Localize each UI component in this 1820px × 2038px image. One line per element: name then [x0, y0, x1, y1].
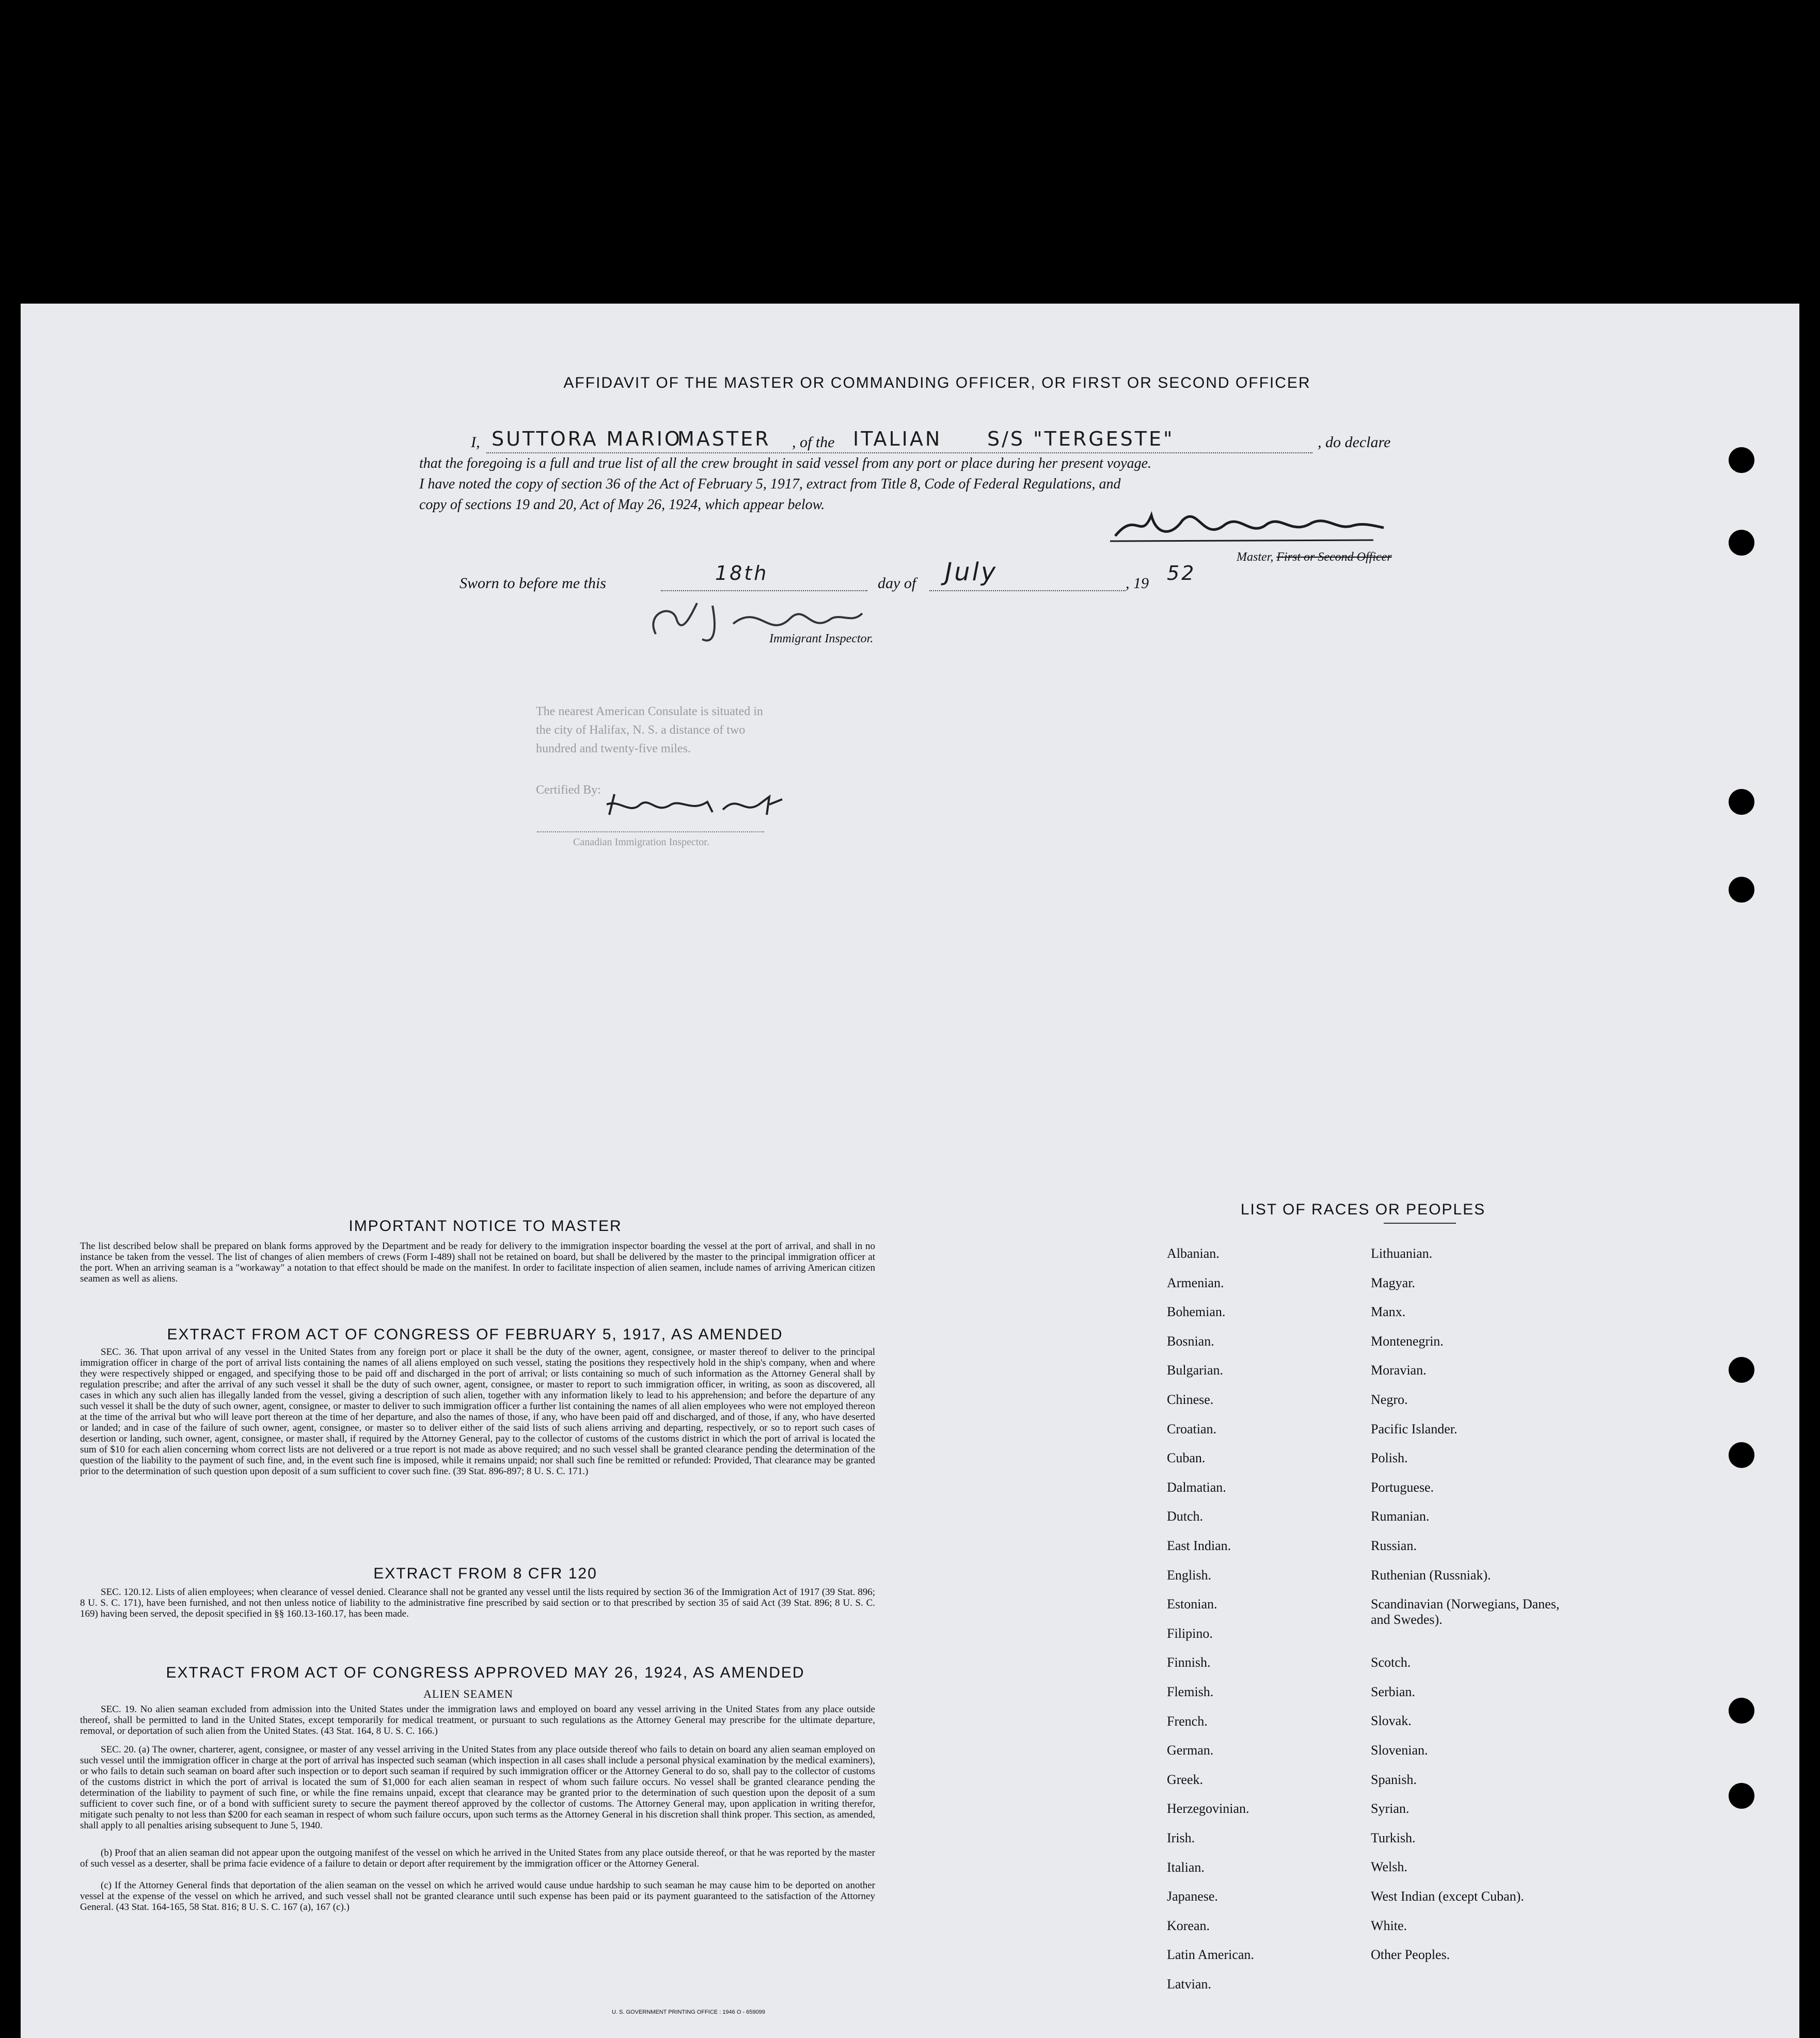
race-item: Albanian.: [1167, 1246, 1220, 1261]
race-item: Scotch.: [1371, 1655, 1411, 1670]
race-item: Korean.: [1167, 1918, 1210, 1933]
race-item: Bohemian.: [1167, 1304, 1226, 1320]
race-item: Latin American.: [1167, 1947, 1254, 1963]
race-item: Serbian.: [1371, 1684, 1415, 1699]
race-item: Chinese.: [1167, 1392, 1214, 1407]
extract-cfr-body: SEC. 120.12. Lists of alien employees; when clearance of vessel denied. Clearance shall not be granted any vessel until the lists required by section 36 of the Immigration Act of 1917 (39 Stat. 896; 8 U. S. C. 171), have been furnished, and not then unless notice of liability to the administrative fine prescribed by said section or to that prescribed by section 35 of said Act (39 Stat. 896; 8 U. S. C. 169) having been served, the deposit specified in §§ 160.13-160.17, has been made.: [80, 1587, 875, 1619]
race-item: Montenegrin.: [1371, 1333, 1444, 1349]
printer-imprint: U. S. GOVERNMENT PRINTING OFFICE : 1946 O - 659099: [612, 2009, 765, 2015]
race-item: Portuguese.: [1371, 1479, 1434, 1495]
race-item: Lithuanian.: [1371, 1246, 1433, 1261]
race-item: Spanish.: [1371, 1772, 1417, 1787]
document-sheet: [21, 304, 1799, 2038]
consulate-text: The nearest American Consulate is situated in the city of Halifax, N. S. a distance of two hundred and twenty-five miles.: [536, 705, 763, 755]
affidavit-line1: [471, 426, 1442, 457]
notice-body: The list described below shall be prepared on blank forms approved by the Department and be ready for delivery to the immigration inspector boarding the vessel at the port of arrival, and shall in no instance be taken from the vessel. The list of changes of alien members of crews (Form I-489) shall not be retained on board, but shall be delivered by the master to the principal immigration officer at the port. When an arriving seaman is a "workaway" a notation to that effect should be made on the manifest. In order to facilitate inspection of alien seamen, include names of arriving American citizen seamen as well as aliens.: [80, 1241, 875, 1284]
punch-hole: [1729, 1357, 1754, 1383]
race-item: Welsh.: [1371, 1859, 1407, 1875]
race-item: White.: [1371, 1918, 1407, 1933]
punch-hole: [1729, 877, 1754, 903]
day-of-text: day of: [878, 575, 916, 592]
race-item: Latvian.: [1167, 1977, 1211, 1992]
race-item: Slovenian.: [1371, 1743, 1428, 1758]
race-item: Syrian.: [1371, 1801, 1410, 1816]
affidavit-line4: copy of sections 19 and 20, Act of May 26, 1924, which appear below.: [419, 497, 825, 513]
extract-1924-sec20b: (b) Proof that an alien seaman did not appear upon the outgoing manifest of the vessel on which he arrived in the United States from any place outside thereof, or that he was reported by the master of such vessel as a deserter, shall be prima facie evidence of a failure to detain or deport after requirement by the immigration officer or the Attorney General.: [80, 1847, 875, 1869]
certified-by-label: Certified By:: [536, 783, 601, 797]
struck-officer-text: First or Second Officer: [1276, 550, 1392, 564]
race-item: French.: [1167, 1713, 1208, 1729]
canadian-inspector-caption: Canadian Immigration Inspector.: [573, 836, 709, 848]
race-item: Bosnian.: [1167, 1333, 1214, 1349]
punch-hole: [1729, 1442, 1754, 1468]
vessel-name: S/S "TERGESTE": [987, 428, 1175, 450]
affidavit-line2: that the foregoing is a full and true list of all the crew brought in said vessel from any port or place during her present voyage.: [419, 455, 1152, 471]
race-item: Croatian.: [1167, 1421, 1217, 1436]
race-item: Ruthenian (Russniak).: [1371, 1567, 1491, 1583]
race-item: Magyar.: [1371, 1275, 1415, 1290]
race-item: East Indian.: [1167, 1538, 1231, 1553]
race-item: Other Peoples.: [1371, 1947, 1450, 1963]
race-item: Pacific Islander.: [1371, 1421, 1458, 1436]
race-item: Dalmatian.: [1167, 1479, 1226, 1495]
race-item: Bulgarian.: [1167, 1363, 1224, 1378]
race-item: Finnish.: [1167, 1655, 1211, 1670]
alien-seamen-subtitle: ALIEN SEAMEN: [423, 1687, 513, 1700]
race-item: Italian.: [1167, 1859, 1205, 1875]
race-item: Negro.: [1371, 1392, 1408, 1407]
punch-hole: [1729, 1783, 1754, 1809]
races-title-rule: [1384, 1223, 1456, 1224]
race-item: Estonian.: [1167, 1597, 1217, 1612]
race-item: Turkish.: [1371, 1830, 1416, 1845]
extract-1924-sec20c: (c) If the Attorney General finds that deportation of the alien seaman on the vessel on which he arrived would cause undue hardship to such seaman he may cause him to be deported on another vessel at the expense of the vessel on which he arrived, and such vessel shall not be granted clearance until such expense has been paid or its payment guaranteed to the satisfaction of the Attorney General. (43 Stat. 164-165, 58 Stat. 816; 8 U. S. C. 167 (a), 167 (c).): [80, 1880, 875, 1913]
of-the-text: , of the: [792, 434, 835, 451]
race-item: Greek.: [1167, 1772, 1204, 1787]
extract-1924-sec19: SEC. 19. No alien seaman excluded from admission into the United States under the immigration laws and employed on board any vessel arriving in the United States from any place outside thereof, shall be permitted to land in the United States, except temporarily for medical treatment, or pursuant to such regulations as the Attorney General may prescribe for the ultimate departure, removal, or deportation of such alien from the United States. (43 Stat. 164, 8 U. S. C. 166.): [80, 1704, 875, 1736]
affidavit-line3: I have noted the copy of section 36 of the Act of February 5, 1917, extract from Title 8, Code of Federal Regulations, and: [419, 476, 1121, 492]
extract-1924-sec20a: SEC. 20. (a) The owner, charterer, agent, consignee, or master of any vessel arriving in the United States from any place outside thereof who fails to detain on board any alien seaman employed on such vessel until the immigration officer in charge at the port of arrival has inspected such seaman (which inspection in all cases shall include a personal physical examination by the medical examiners), or who fails to detain such seaman on board after such inspection or to deport such seaman if required by such immigration officer or the Attorney General to do so, shall pay to the collector of customs of the customs district in which the port of arrival is located the sum of $1,000 for each alien seaman in respect of whom such failure occurs. No vessel shall be granted clearance pending the determination of the liability to payment of such fine, or while the fine remains unpaid, except that clearance may be granted prior to the determination of such question upon the deposit of a sum sufficient to cover such fine, or of a bond with sufficient surety to secure the payment thereof approved by the collector of customs. The Attorney General may, upon application in writing therefor, mitigate such penalty to not less than $200 for each seaman in respect of whom such failure occurs, upon such terms as the Attorney General in his discretion shall think proper. This section, as amended, shall apply to all penalties arising subsequent to June 5, 1940.: [80, 1744, 875, 1831]
punch-hole: [1729, 789, 1754, 815]
sworn-day: 18th: [715, 562, 769, 584]
canadian-inspector-signature: [599, 789, 805, 825]
race-item: Polish.: [1371, 1450, 1408, 1466]
race-item: Rumanian.: [1371, 1509, 1430, 1524]
master-caption: [1237, 550, 1392, 564]
sworn-text: Sworn to before me this: [460, 575, 606, 592]
race-item: Irish.: [1167, 1830, 1195, 1845]
sworn-year: 52: [1167, 562, 1196, 584]
extract-1917-title: EXTRACT FROM ACT OF CONGRESS OF FEBRUARY 5, 1917, AS AMENDED: [167, 1326, 783, 1343]
race-item: English.: [1167, 1567, 1211, 1583]
race-item: Japanese.: [1167, 1889, 1218, 1904]
vessel-nationality: ITALIAN: [853, 428, 942, 450]
race-item: Herzegovinian.: [1167, 1801, 1249, 1816]
punch-hole: [1729, 447, 1754, 473]
race-item: Russian.: [1371, 1538, 1417, 1553]
sworn-month: July: [945, 558, 998, 587]
declare-text: , do declare: [1318, 434, 1391, 451]
year-prefix: , 19: [1126, 575, 1149, 592]
race-item: Slovak.: [1371, 1713, 1412, 1729]
race-item: Dutch.: [1167, 1509, 1204, 1524]
extract-1917-body: SEC. 36. That upon arrival of any vessel in the United States from any foreign port or place it shall be the duty of the owner, agent, consignee, or master thereof to deliver to the principal immigration officer in charge of the port of arrival lists containing the names of all aliens employed on such vessel, stating the positions they respectively hold in the ship's company, when and where they were respectively shipped or engaged, and specifying those to be paid off and discharged in the port of arrival; or lists containing so much of such information as the Attorney General shall by regulation prescribe; and after the arrival of any such vessel it shall be the duty of such owner, agent, consignee, or master to report to such immigration officer, in writing, as soon as discovered, all cases in which any such alien has illegally landed from the vessel, giving a description of such alien, together with any information likely to lead to his apprehension; and before the departure of any such vessel it shall be the duty of such owner, agent, consignee, or master to deliver to such immigration officer a further list containing the names of all alien employees who were not employed thereon at the time of the arrival but who will leave port thereon at the time of her departure, and also the names of those, if any, who have been paid off and discharged, and of those, if any, who have deserted or landed; and in case of the failure of such owner, agent, consignee, or master so to deliver either of the said lists of such aliens arriving and departing, respectively, or so to report such cases of desertion or landing, such owner, agent, consignee, or master shall, if required by the Attorney General, pay to the collector of customs of the customs district in which the port of arrival is located the sum of $10 for each alien concerning whom correct lists are not delivered or a true report is not made as above required; and no such vessel shall be granted clearance pending the determination of the question of the liability to the payment of such fine, and, in the event such fine is imposed, while it remains unpaid; nor shall such fine be remitted or refunded: Provided, That clearance may be granted prior to the determination of such question upon deposit of a sum sufficient to cover such fine. (39 Stat. 896-897; 8 U. S. C. 171.): [80, 1347, 875, 1477]
extract-cfr-title: EXTRACT FROM 8 CFR 120: [373, 1565, 597, 1582]
extract-1924-title: EXTRACT FROM ACT OF CONGRESS APPROVED MAY 26, 1924, AS AMENDED: [166, 1664, 805, 1681]
punch-hole: [1729, 530, 1754, 556]
affidavit-title: AFFIDAVIT OF THE MASTER OR COMMANDING OFFICER, OR FIRST OR SECOND OFFICER: [563, 374, 1311, 391]
notice-title: IMPORTANT NOTICE TO MASTER: [349, 1218, 622, 1235]
race-item: Moravian.: [1371, 1363, 1427, 1378]
race-item: West Indian (except Cuban).: [1371, 1889, 1524, 1904]
race-item: German.: [1167, 1743, 1214, 1758]
master-rank: MASTER: [677, 428, 771, 450]
race-item: Filipino.: [1167, 1625, 1213, 1641]
races-title: LIST OF RACES OR PEOPLES: [1240, 1201, 1486, 1218]
race-item: Manx.: [1371, 1304, 1406, 1320]
race-item: Cuban.: [1167, 1450, 1206, 1466]
inspector-caption: Immigrant Inspector.: [769, 632, 874, 645]
master-signature: [1105, 505, 1394, 551]
punch-hole: [1729, 1698, 1754, 1724]
master-caption-text: Master,: [1237, 550, 1274, 564]
master-name: SUTTORA MARIO: [492, 428, 682, 450]
race-item: Flemish.: [1167, 1684, 1214, 1699]
race-item: Scandinavian (Norwegians, Danes, and Swedes).: [1371, 1597, 1560, 1628]
affidavit-i: I,: [471, 434, 480, 451]
race-item: Armenian.: [1167, 1275, 1224, 1290]
